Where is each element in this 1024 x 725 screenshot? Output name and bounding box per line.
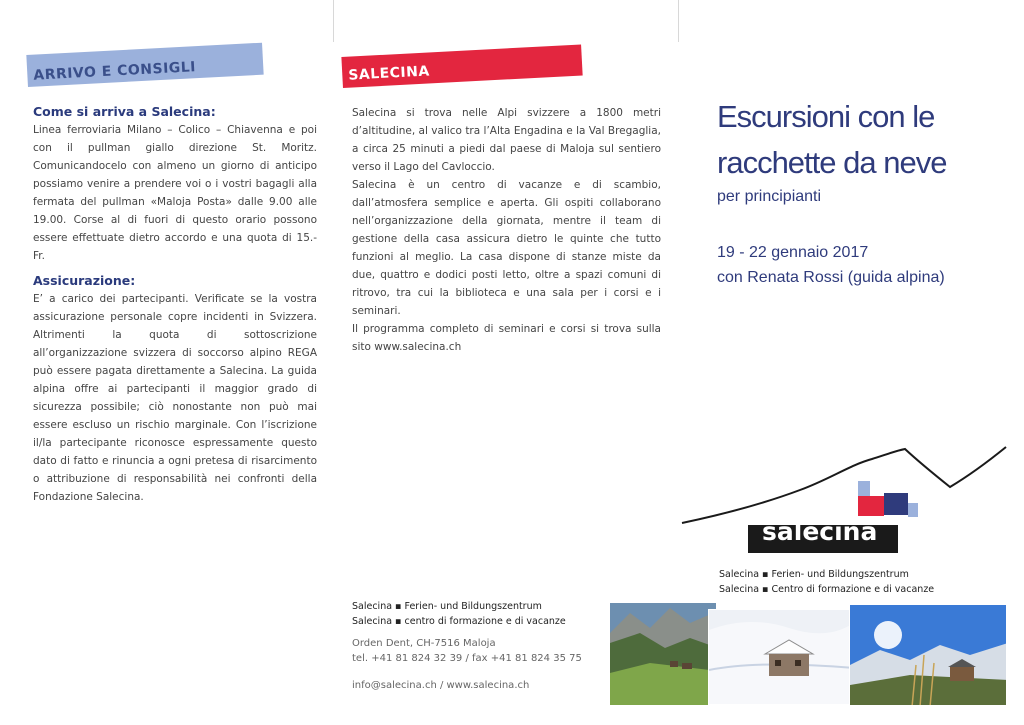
salecina-logo [680, 445, 1010, 560]
middle-column [352, 104, 661, 356]
footer-phone: tel. +41 81 824 32 39 / fax +41 81 824 35 75 [352, 653, 582, 664]
banner-salecina-label: SALECINA [347, 63, 431, 84]
logo-caption-it: Salecina ▪ Centro di formazione e di vacanze [719, 584, 935, 595]
logo-wordmark: salecina [762, 517, 878, 546]
logo-caption-de: Salecina ▪ Ferien- und Bildungszentrum [719, 569, 909, 580]
footer-address: Orden Dent, CH-7516 Maloja [352, 638, 496, 649]
main-title-line-2: racchette da neve [717, 145, 947, 180]
salecina-para-3: Il programma completo di seminari e corsi si trova sulla sito www.salecina.ch [352, 323, 661, 353]
right-column [717, 94, 1007, 290]
salecina-para-2: Salecina è un centro di vacanze e di scambio, dall’atmosfera semplice e aperta. Gli ospiti collaborano nell’organizzazione della giornata, mentre il team di gestione della casa assicura dietro le quinte che tutto funzioni al meglio. La casa dispone di stanze miste da due, quattro e dodici posti letto, oltre a spazi comuni di ritrovo, tra cui la biblioteca e una sala per i corsi e i seminari. [352, 179, 661, 317]
event-dates: 19 - 22 gennaio 2017 [717, 244, 869, 261]
middle-footer [352, 599, 652, 693]
fold-mark-left [333, 0, 334, 42]
footer-line-it: Salecina ▪ centro di formazione e di vacanze [352, 616, 566, 627]
banner-arrivo-label: ARRIVO E CONSIGLI [32, 59, 197, 84]
snow-house-photo-image [709, 610, 854, 705]
footer-line-de: Salecina ▪ Ferien- und Bildungszentrum [352, 601, 542, 612]
photo-valley [609, 602, 717, 706]
footer-contact: info@salecina.ch / www.salecina.ch [352, 680, 530, 691]
main-title-line-1: Escursioni con le [717, 99, 935, 134]
insurance-title: Assicurazione: [33, 273, 136, 288]
sunny-hut-photo-image [850, 605, 1007, 706]
fold-mark-right [678, 0, 679, 42]
valley-photo-image [610, 603, 717, 706]
subtitle: per principianti [717, 188, 822, 205]
insurance-text: E’ a carico dei partecipanti. Verificate se la vostra assicurazione personale copre incidenti in Svizzera. Altrimenti la quota di sottoscrizione all’organizzazione svizzera di soccorso alpino REGA può essere pagata direttamente a Salecina. La guida alpina offre ai partecipanti il maggior grado di sicurezza possibile; ciò nonostante non può mai essere escluso un rischio marginale. Con l’iscrizione il/la partecipante riconosce espressamente questo dato di fatto e rinuncia a ogni pretesa di risarcimento o attribuzione di responsabilità nei confronti della Fondazione Salecina. [33, 293, 317, 503]
banner-salecina [341, 44, 582, 88]
how-to-arrive-text: Linea ferroviaria Milano – Colico – Chiavenna e poi con il pullman giallo direzione St. Moritz. Comunicandocelo con almeno un giorno di anticipo possiamo venire a prendere voi o i vostri bagagli alla fermata del pullman «Maloja Posta» dalle 9.00 alle 19.00. Corse al di fuori di questo orario possono essere effettuate dietro accordo e una quota di 15.- Fr. [33, 124, 317, 262]
photo-snow-house [708, 609, 854, 705]
banner-arrivo [26, 43, 263, 87]
photo-sunny-hut [849, 604, 1007, 706]
how-to-arrive-title: Come si arriva a Salecina: [33, 104, 216, 119]
event-guide: con Renata Rossi (guida alpina) [717, 269, 945, 286]
left-column [33, 104, 317, 506]
salecina-para-1: Salecina si trova nelle Alpi svizzere a 1800 metri d’altitudine, al valico tra l’Alta Engadina e la Val Bregaglia, a circa 25 minuti a piedi dal paese di Maloja sul sentiero verso il Lago del Cavloccio. [352, 107, 661, 173]
logo-caption [719, 567, 1009, 597]
